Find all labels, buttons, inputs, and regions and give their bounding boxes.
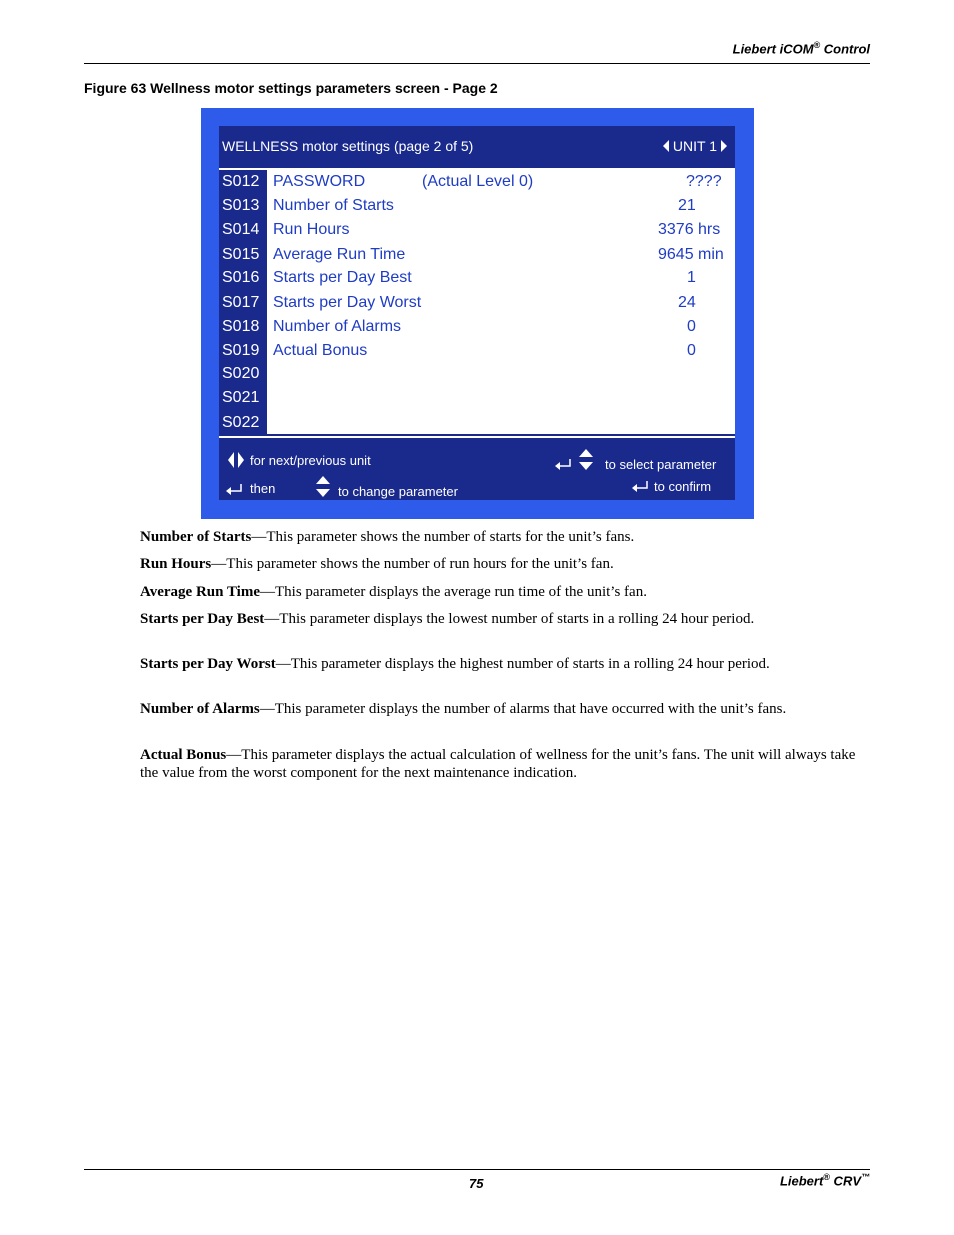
param-code: S014	[222, 221, 260, 238]
screen-display	[219, 126, 735, 500]
param-value: 0	[687, 342, 696, 359]
term: Run Hours	[140, 556, 212, 572]
enter-icon	[631, 480, 649, 494]
description-paragraph	[140, 555, 856, 573]
param-code: S021	[222, 389, 260, 406]
arrow-left-icon[interactable]	[663, 140, 669, 152]
param-value: 0	[687, 318, 696, 335]
param-starts-per-day-worst[interactable]: Starts per Day Worst	[273, 294, 422, 311]
term: Number of Starts	[140, 529, 252, 545]
description-paragraph	[140, 583, 856, 601]
param-value: 21	[678, 197, 696, 214]
param-value: 24	[678, 294, 696, 311]
help-select-parameter: to select parameter	[605, 457, 717, 472]
param-code: S017	[222, 294, 260, 311]
description-paragraph	[140, 700, 856, 718]
brand-reg-mark: ®	[823, 1172, 830, 1182]
footer-brand	[780, 1172, 870, 1188]
brand-tm-mark: ™	[861, 1172, 870, 1182]
param-password-level: (Actual Level 0)	[422, 173, 534, 190]
screen-separator	[219, 434, 735, 436]
parameter-code-column	[219, 170, 267, 434]
param-unit: hrs	[698, 221, 721, 238]
unit-selector[interactable]	[663, 138, 727, 154]
param-code: S016	[222, 269, 260, 286]
page-number: 75	[469, 1176, 484, 1191]
param-code: S022	[222, 414, 260, 431]
param-starts-per-day-best[interactable]: Starts per Day Best	[273, 269, 412, 286]
running-header	[733, 40, 870, 56]
screen-footer-help	[219, 438, 735, 500]
param-unit: min	[698, 246, 724, 263]
brand-name: Liebert	[779, 1173, 824, 1189]
param-number-of-starts[interactable]: Number of Starts	[273, 197, 394, 214]
param-code: S015	[222, 246, 260, 263]
param-value: 1	[687, 269, 696, 286]
header-title: Liebert iCOM	[732, 41, 814, 57]
screen-title: WELLNESS motor settings (page 2 of 5)	[222, 138, 474, 154]
header-reg-mark: ®	[813, 40, 821, 50]
description: —This parameter shows the number of starts for the unit’s fans.	[251, 529, 635, 545]
param-run-hours[interactable]: Run Hours	[273, 221, 350, 238]
param-password[interactable]: PASSWORD	[273, 173, 366, 190]
param-value: 3376	[658, 221, 694, 238]
param-code: S013	[222, 197, 260, 214]
description-paragraph	[140, 528, 856, 546]
brand-product: CRV	[829, 1173, 861, 1189]
description: —This parameter displays the average run time of the unit’s fan.	[260, 584, 647, 600]
description: —This parameter displays the number of alarms that have occurred with the unit’s fans.	[259, 701, 787, 717]
param-actual-bonus[interactable]: Actual Bonus	[273, 342, 368, 359]
param-value: 9645	[658, 246, 694, 263]
param-code: S020	[222, 365, 260, 382]
param-code: S018	[222, 318, 260, 335]
description-paragraph	[140, 655, 856, 673]
param-code: S019	[222, 342, 260, 359]
up-down-arrows-icon	[316, 476, 330, 498]
description: —This parameter shows the number of run hours for the unit’s fan.	[211, 556, 614, 572]
description: —This parameter displays the lowest number of starts in a rolling 24 hour period.	[264, 611, 755, 627]
param-number-of-alarms[interactable]: Number of Alarms	[273, 318, 402, 335]
term: Starts per Day Best	[140, 611, 265, 627]
term: Average Run Time	[140, 584, 260, 600]
header-rule	[84, 63, 870, 64]
unit-label: UNIT 1	[672, 138, 717, 154]
param-value: ????	[686, 173, 722, 190]
enter-icon	[225, 483, 243, 497]
term: Number of Alarms	[140, 701, 260, 717]
description-paragraph	[140, 746, 856, 782]
term: Actual Bonus	[140, 747, 227, 763]
description-paragraph	[140, 610, 856, 628]
description: —This parameter displays the highest number of starts in a rolling 24 hour period.	[275, 656, 770, 672]
term: Starts per Day Worst	[140, 656, 276, 672]
header-suffix: Control	[820, 41, 870, 57]
help-next-prev: for next/previous unit	[250, 453, 371, 468]
figure-caption: Figure 63 Wellness motor settings parameters screen - Page 2	[84, 80, 498, 96]
param-code: S012	[222, 173, 260, 190]
up-down-arrows-icon	[579, 449, 593, 471]
arrow-right-icon[interactable]	[721, 140, 727, 152]
screen-title-bar	[219, 126, 735, 168]
footer-rule	[84, 1169, 870, 1170]
controller-screen	[201, 108, 754, 519]
left-right-arrows-icon	[227, 452, 245, 468]
help-then: then	[250, 481, 276, 496]
enter-icon	[554, 458, 572, 472]
description: —This parameter displays the actual calculation of wellness for the unit’s fans. The unit will always take the value from the worst component for the next maintenance indication.	[140, 747, 856, 781]
help-confirm: to confirm	[654, 479, 712, 494]
param-average-run-time[interactable]: Average Run Time	[273, 246, 406, 263]
help-change-parameter: to change parameter	[338, 484, 458, 499]
